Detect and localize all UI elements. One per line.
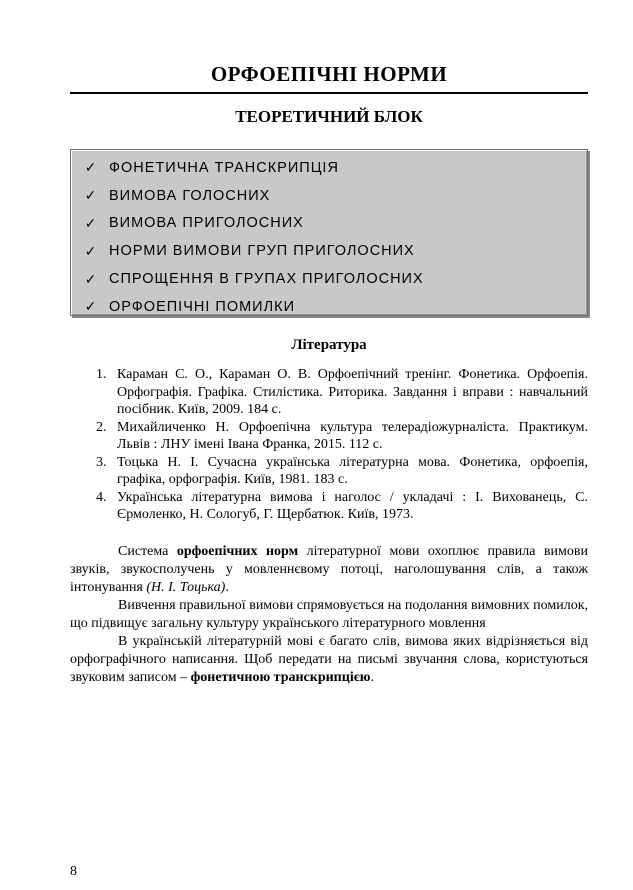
- reference-number: 2.: [96, 419, 107, 435]
- reference-list: [96, 366, 588, 524]
- title-divider: [70, 92, 588, 94]
- page-title: ОРФОЕПІЧНІ НОРМИ: [210, 62, 448, 86]
- body-text: [70, 543, 588, 687]
- term-bold: орфоепічних норм: [176, 544, 299, 559]
- checkmark-icon: ✓: [84, 159, 98, 176]
- checkmark-icon: ✓: [84, 270, 98, 287]
- literature-heading: Література: [291, 337, 367, 353]
- topic-item: [71, 210, 587, 238]
- topic-item: [71, 293, 587, 321]
- reference-item: [96, 366, 588, 419]
- reference-item: [96, 419, 588, 454]
- checkmark-icon: ✓: [84, 298, 98, 315]
- topic-item: [71, 265, 587, 293]
- paragraph-transcription: В українській літературній мові є багато слів, вимова яких відрізняється від орфографічного написання. Щоб передати на письмі звучання слова, користуються звуковим записом – фонетичною транскрипцією.: [70, 634, 588, 685]
- reference-item: [96, 454, 588, 489]
- paragraph-pronunciation-study: Вивчення правильної вимови спрямовується на подолання вимовних помилок, що підвищує загальну культуру українського літературного мовлення: [70, 598, 588, 631]
- topic-item: [71, 237, 587, 265]
- topic-list: [71, 150, 587, 321]
- reference-text: Караман С. О., Караман О. В. Орфоепічний тренінг. Фонетика. Орфоепія. Орфографія. Графіка. Стилістика. Риторика. Завдання і вправи : навчальний посібник. Київ, 2009. 184 с.: [117, 367, 588, 417]
- reference-item: [96, 489, 588, 524]
- reference-number: 4.: [96, 489, 107, 505]
- topic-item: [71, 182, 587, 210]
- paragraph-orthoepic-norms: Система орфоепічних норм літературної мови охоплює правила вимови звуків, звукосполучень у мовленнєвому потоці, наголошування слів, а також інтонування (Н. І. Тоцька).: [70, 544, 588, 595]
- reference-number: 3.: [96, 454, 107, 470]
- reference-text: Михайличенко Н. Орфоепічна культура телерадіожурналіста. Практикум. Львів : ЛНУ імені Івана Франка, 2015. 112 с.: [117, 419, 588, 452]
- topic-label: ОРФОЕПІЧНІ ПОМИЛКИ: [109, 298, 295, 315]
- topic-label: НОРМИ ВИМОВИ ГРУП ПРИГОЛОСНИХ: [109, 243, 415, 260]
- topic-label: ВИМОВА ГОЛОСНИХ: [109, 187, 271, 204]
- topic-item: [71, 154, 587, 182]
- topic-label: ФОНЕТИЧНА ТРАНСКРИПЦІЯ: [109, 159, 339, 176]
- topic-label: ВИМОВА ПРИГОЛОСНИХ: [109, 215, 304, 232]
- citation-italic: (Н. І. Тоцька): [146, 580, 226, 595]
- reference-text: Тоцька Н. І. Сучасна українська літературна мова. Фонетика, орфоепія, графіка, орфографія. Київ, 1981. 183 с.: [117, 454, 588, 487]
- topic-box: [70, 149, 588, 316]
- checkmark-icon: ✓: [84, 214, 98, 231]
- section-title: ТЕОРЕТИЧНИЙ БЛОК: [235, 107, 423, 126]
- page-number: 8: [70, 864, 77, 879]
- topic-label: СПРОЩЕННЯ В ГРУПАХ ПРИГОЛОСНИХ: [109, 271, 424, 288]
- checkmark-icon: ✓: [84, 187, 98, 204]
- term-bold: фонетичною транскрипцією: [190, 670, 371, 685]
- reference-text: Українська літературна вимова і наголос / укладачі : І. Вихованець, С. Єрмоленко, Н. Сологуб, Г. Щербатюк. Київ, 1973.: [117, 489, 588, 522]
- reference-number: 1.: [96, 367, 107, 382]
- checkmark-icon: ✓: [84, 242, 98, 259]
